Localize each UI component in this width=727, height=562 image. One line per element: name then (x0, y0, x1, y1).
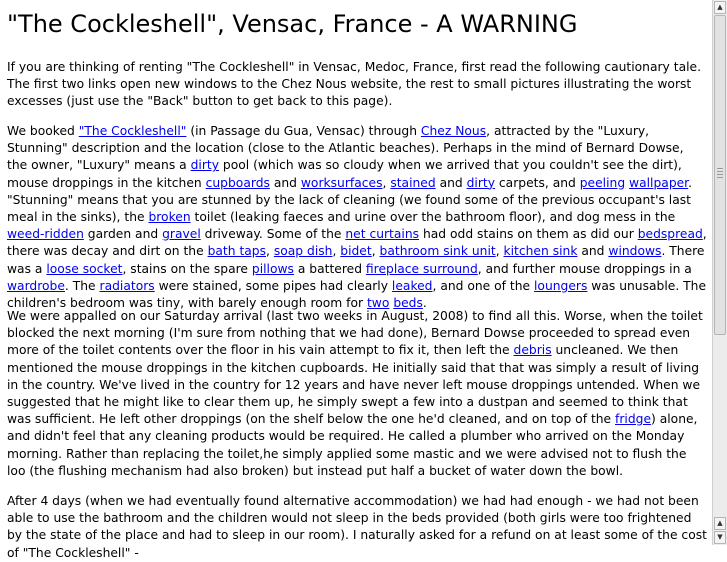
link-bidet[interactable]: bidet (340, 244, 372, 259)
link-net-curtains[interactable]: net curtains (345, 227, 420, 242)
scroll-down-arrow-icon[interactable]: ▼ (714, 531, 726, 544)
paragraph-text: toilet (leaking faeces and urine over the bathroom floor), and dog mess in the (190, 210, 676, 225)
link-bedspread[interactable]: bedspread (637, 227, 703, 242)
refund-paragraph (7, 493, 707, 562)
link-kitchen-sink[interactable]: kitchen sink (503, 244, 578, 259)
paragraph-text: If you are thinking of renting "The Cockleshell" in Vensac, Medoc, France, first read the following cautionary tale. The first two links open new windows to the Chez Nous website, the rest to small pictures illustrating the worst excesses (just use the "Back" button to get back to this page). (7, 60, 701, 109)
link-pillows[interactable]: pillows (251, 261, 294, 276)
link-dirty-carpets[interactable]: dirty (466, 175, 496, 190)
link-dirty-pool[interactable]: dirty (190, 158, 219, 173)
paragraph-text: . "Stunning" means that you are stunned by the lack of cleaning (we found some of the previous occupant's last meal in the sinks), the (7, 175, 693, 225)
link-loose-socket[interactable]: loose socket (46, 261, 123, 276)
paragraph-text: , (495, 244, 504, 259)
paragraph-text: carpets, and (495, 175, 580, 190)
link-leaked[interactable]: leaked (391, 278, 433, 293)
paragraph-text: pool (which was so cloudy when we arrived that you couldn't see the dirt), mouse droppings in the kitchen (7, 158, 682, 190)
link-loungers[interactable]: loungers (534, 278, 588, 293)
paragraph-text: driveway. Some of the (200, 227, 346, 242)
vertical-scrollbar[interactable] (712, 0, 727, 545)
paragraph-text: . The (64, 278, 100, 293)
paragraph-text: uncleaned. We then mentioned the mouse droppings in the kitchen cupboards. He initially said that that was simply a result of living in the country. We've lived in the country for 12 years and have never left mouse droppings untended. When we suggested that he might like to clear them up, he simply swept a few into a dustpan and seemed to think that was sufficient. He left other droppings (on the shelf below the one he'd cleaned, and on top of the (7, 343, 701, 427)
paragraph-text: After 4 days (when we had eventually found alternative accommodation) we had had enough - we had not been able to use the bathroom and the children would not sleep in the beds provided (both girls were too frightened by the state of the place and had to sleep in our room). I naturally asked for a refund on at least some of the cost of "The Cockleshell" - (7, 494, 707, 560)
link-beds[interactable]: beds (393, 296, 423, 311)
link-bath-taps[interactable]: bath taps (207, 244, 267, 259)
page-title: "The Cockleshell", Vensac, France - A WARNING (7, 10, 578, 38)
paragraph-text: , (332, 244, 341, 259)
paragraph-text: (in Passage du Gua, Vensac) through (186, 124, 421, 138)
link-fridge[interactable]: fridge (615, 412, 652, 427)
link-cupboards[interactable]: cupboards (205, 175, 270, 190)
link-soap-dish[interactable]: soap dish (273, 244, 333, 259)
paragraph-text: was unusable. The children's bedroom was tiny, with barely enough room for (7, 278, 707, 311)
paragraph-text: , and one of the (432, 278, 535, 293)
paragraph-text: , attracted by the "Luxury, Stunning" description and the location (close to the Atlantic beaches). Perhaps in the mind of Bernard Dowse, the owner, "Luxury" means a (7, 124, 684, 173)
paragraph-text: and (435, 175, 467, 190)
scroll-up-arrow-icon-lower[interactable]: ▲ (714, 517, 726, 530)
link-bathroom-sink-unit[interactable]: bathroom sink unit (379, 244, 496, 259)
link-gravel[interactable]: gravel (162, 227, 201, 242)
link-broken[interactable]: broken (148, 210, 191, 225)
link-fireplace-surround[interactable]: fireplace surround (365, 261, 478, 276)
paragraph-text: , stains on the spare (122, 261, 252, 276)
paragraph-text: had odd stains on them as did our (419, 227, 638, 242)
paragraph-text: , there was decay and dirt on the (7, 227, 707, 259)
scroll-up-arrow-icon[interactable]: ▲ (714, 1, 726, 14)
link-radiators[interactable]: radiators (99, 278, 155, 293)
paragraph-text: . (422, 296, 427, 311)
link-windows[interactable]: windows (608, 244, 662, 259)
link-wardrobe[interactable]: wardrobe (7, 278, 65, 293)
intro-paragraph (7, 59, 707, 111)
paragraph-text: . There was a (7, 244, 705, 276)
paragraph-text: We were appalled on our Saturday arrival (last two weeks in August, 2008) to find all this. Worse, when the toilet blocked the next morning (I'm sure from nothing that we had done), Bernard Dowse proceeded to spread even more of the toilet contents over the floor in his vain attempt to fix it, then left the (7, 309, 703, 358)
link-the-cockleshell[interactable]: "The Cockleshell" (78, 124, 187, 138)
link-worksurfaces[interactable]: worksurfaces (300, 175, 383, 190)
scrollbar-thumb[interactable] (714, 15, 726, 335)
paragraph-text: were stained, some pipes had clearly (154, 278, 392, 293)
paragraph-text: and (577, 244, 609, 259)
link-debris[interactable]: debris (513, 343, 552, 358)
paragraph-text: ) alone, and didn't feel that any cleaning products would be required. He called a plumber who arrived on the Monday morning. Rather than replacing the toilet,he simply applied some mastic and we were advised not to flush the loo (the flushing mechanism had also broken) but instead put half a bucket of water down the bowl. (7, 412, 698, 478)
link-two[interactable]: two (366, 296, 390, 311)
scrollbar-grip (717, 168, 723, 180)
paragraph-text: garden and (83, 227, 163, 242)
paragraph-text: a battered (293, 261, 366, 276)
paragraph-text: , (371, 244, 380, 259)
arrival-paragraph (7, 308, 707, 480)
booking-paragraph (7, 123, 707, 312)
link-stained[interactable]: stained (390, 175, 436, 190)
paragraph-text: , (266, 244, 274, 259)
link-wallpaper[interactable]: wallpaper (629, 175, 689, 190)
link-chez-nous[interactable]: Chez Nous (420, 124, 487, 138)
link-peeling[interactable]: peeling (579, 175, 626, 190)
link-weed-ridden[interactable]: weed-ridden (7, 227, 84, 242)
paragraph-text: , and further mouse droppings in a (477, 261, 692, 276)
paragraph-text: and (269, 175, 301, 190)
paragraph-text: We booked (7, 124, 79, 138)
paragraph-text: , (382, 175, 391, 190)
